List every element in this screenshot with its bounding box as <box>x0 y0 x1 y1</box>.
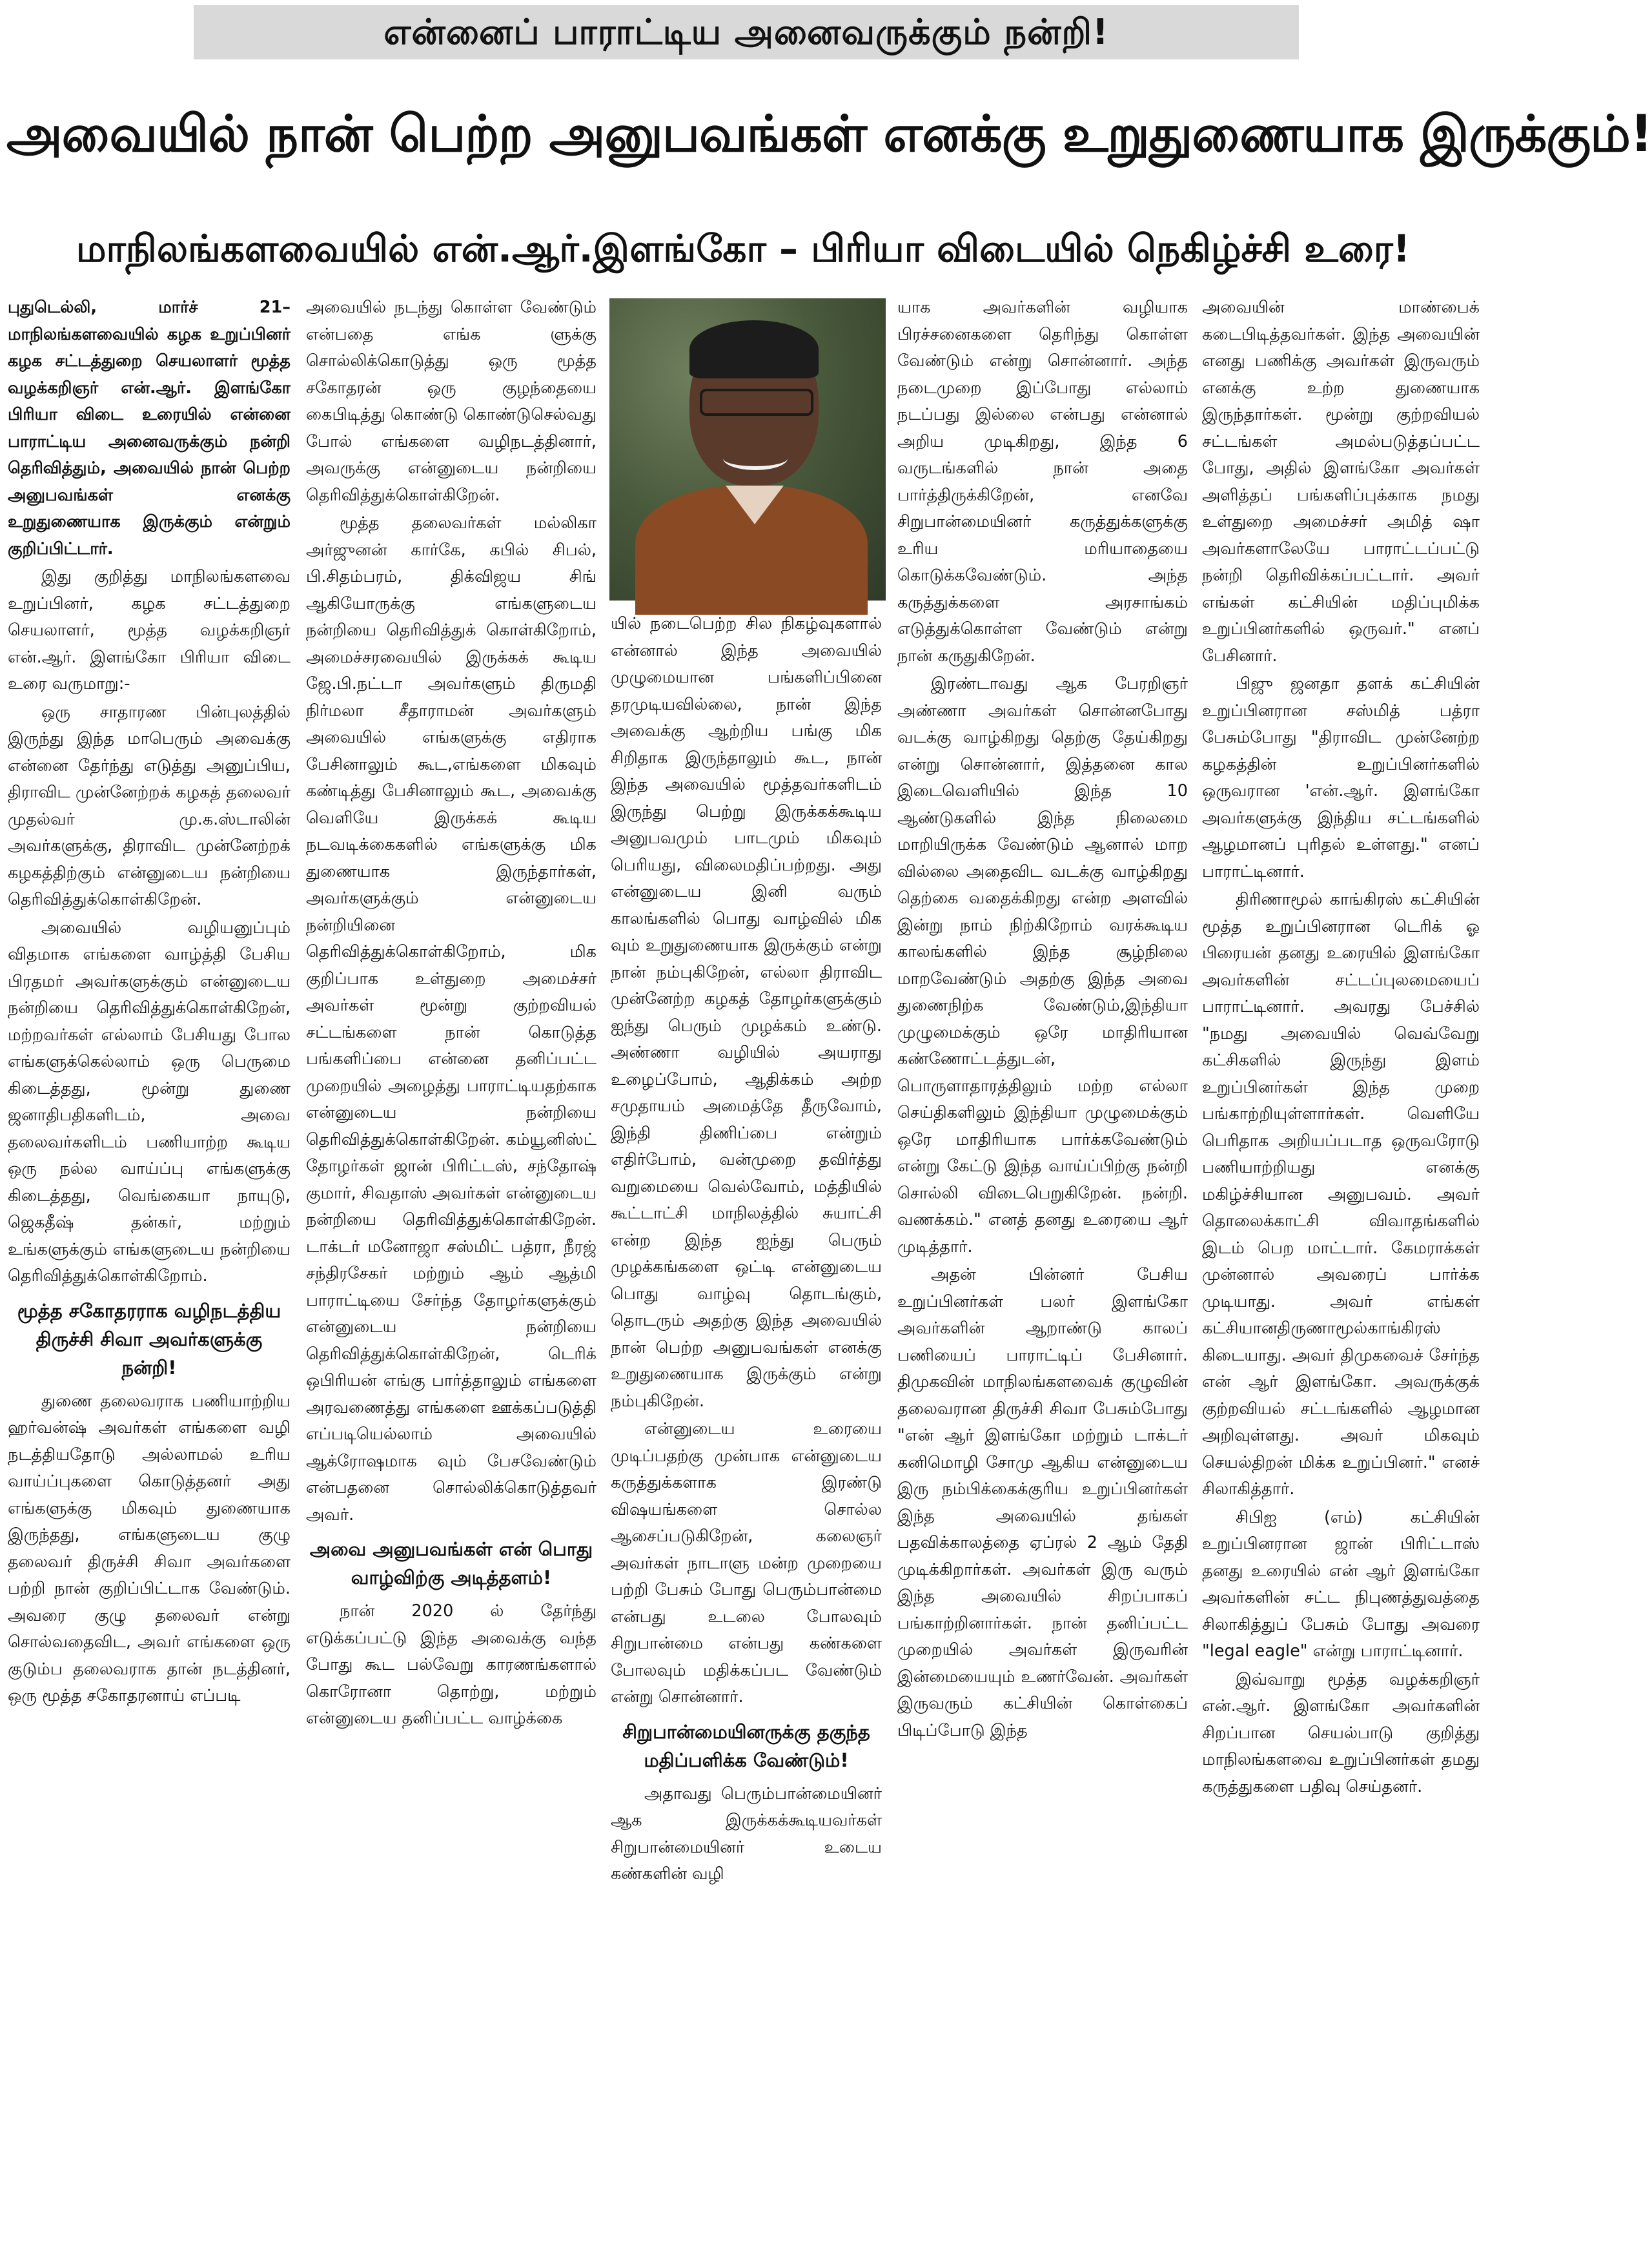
article-paragraph: துணை தலைவராக பணியாற்றிய ஹர்வன்ஷ் அவர்கள் எங்களை வழி நடத்தியதோடு அல்லாமல் உரிய வாய்ப்புகளை கொடுத்தனர் அது எங்களுக்கு மிகவும் துணையாக இருந்தது, எங்களுடைய குழு தலைவர் திருச்சி சிவா அவர்களை பற்றி நான் குறிப்பிட்டாக வேண்டும். அவரை குழு தலைவர் என்று சொல்வதைவிட, அவர் எங்களை ஒரு குடும்ப தலைவராக தான் நடத்தினர், ஒரு மூத்த சகோதரனாய் எப்படி <box>8 1391 291 1705</box>
subheadline: மாநிலங்களவையில் என்.ஆர்.இளங்கோ – பிரியா விடையில் நெகிழ்ச்சி உரை! <box>76 227 1411 271</box>
article-paragraph: பிஜு ஜனதா தளக் கட்சியின் உறுப்பினரான சஸ்மித் பத்ரா பேசும்போது "திராவிட முன்னேற்ற கழகத்தின் உறுப்பினர்களில் ஒருவரான 'என்.ஆர். இளங்கோ அவர்களுக்கு இந்திய சட்டங்களில் ஆழமானப் புரிதல் உள்ளது." எனப் பாராட்டினார். <box>1202 674 1480 881</box>
kicker-banner: என்னைப் பாராட்டிய அனைவருக்கும் நன்றி! <box>194 5 1299 59</box>
section-heading: சிறுபான்மையினருக்கு தகுந்த மதிப்பளிக்க வேண்டும்! <box>622 1720 870 1771</box>
article-column-2 <box>306 294 597 2245</box>
headline: அவையில் நான் பெற்ற அனுபவங்கள் எனக்கு உறுதுணையாக இருக்கும்! <box>6 105 1652 163</box>
article-column-5 <box>1202 294 1480 2245</box>
hair-shape <box>689 320 819 378</box>
article-paragraph: இவ்வாறு மூத்த வழக்கறிஞர் என்.ஆர். இளங்கோ அவர்களின் சிறப்பான செயல்பாடு குறித்து மாநிலங்களவை உறுப்பினர்கள் தமது கருத்துகளை பதிவு செய்தனர். <box>1202 1669 1480 1796</box>
article-paragraph: அவையில் நடந்து கொள்ள வேண்டும் என்பதை எங்க ளுக்கு சொல்லிக்கொடுத்து ஒரு மூத்த சகோதரன் ஒரு குழந்தையை கைபிடித்து கொண்டு கொண்டுசெல்வது போல் எங்களை வழிநடத்தினார், அவருக்கு என்னுடைய நன்றியை தெரிவித்துக்கொள்கிறேன். <box>306 298 597 505</box>
article-paragraph: திரிணாமூல் காங்கிரஸ் கட்சியின் மூத்த உறுப்பினரான டெரிக் ஓ பிரையன் தனது உரையில் இளங்கோ அவர்களின் சட்டப்புலமையைப் பாராட்டினார். அவரது பேச்சில் "நமது அவையில் வெவ்வேறு கட்சிகளில் இருந்து இளம் உறுப்பினர்கள் இந்த முறை பங்காற்றியுள்ளார்கள். வெளியே பெரிதாக அறியப்படாத ஒருவரோடு பணியாற்றியது எனக்கு மகிழ்ச்சியான அனுபவம். அவர் தொலைக்காட்சி விவாதங்களில் இடம் பெற மாட்டார். கேமராக்கள் முன்னால் அவரைப் பார்க்க முடியாது. அவர் எங்கள் கட்சியானதிருணாமூல்காங்கிரஸ் கிடையாது. அவர் திமுகவைச் சேர்ந்த என் ஆர் இளங்கோ. அவருக்குக் குற்றவியல் சட்டங்களில் ஆழமான அறிவுள்ளது. அவர் மிகவும் செயல்திறன் மிக்க உறுப்பினர்." எனச் சிலாகித்தார். <box>1202 890 1480 1499</box>
article-paragraph: என்னுடைய உரையை முடிப்பதற்கு முன்பாக என்னுடைய கருத்துக்களாக இரண்டு விஷயங்களை சொல்ல ஆசைப்படுகிறேன், கலைஞர் அவர்கள் நாடாளு மன்ற முறையை பற்றி பேசும் போது பெரும்பான்மை என்பது உடலை போலவும் சிறுபான்மை என்பது கண்களை போலவும் மதிக்கப்பட வேண்டும் என்று சொன்னார். <box>611 1419 882 1707</box>
portrait-photo <box>609 298 886 601</box>
article-paragraph: அதாவது பெரும்பான்மையினர் ஆக இருக்கக்கூடியவர்கள் சிறுபான்மையினர் உடைய கண்களின் வழி <box>611 1783 882 1884</box>
article-paragraph: இரண்டாவது ஆக பேரறிஞர் அண்ணா அவர்கள் சொன்னபோது வடக்கு வாழ்கிறது தெற்கு தேய்கிறது என்று சொன்னார், இத்தனை கால இடைவெளியில் இந்த 10 ஆண்டுகளில் இந்த நிலைமை மாறியிருக்க வேண்டும் ஆனால் மாற வில்லை அதைவிட வடக்கு வாழ்கிறது தெற்கை வதைக்கிறது என்ற அளவில் இன்று நாம் நிற்கிறோம் வரக்கூடிய காலங்களில் இந்த சூழ்நிலை மாறவேண்டும் அதற்கு இந்த அவை துணைநிற்க வேண்டும்,இந்தியா முழுமைக்கும் ஒரே மாதிரியான கண்ணோட்டத்துடன், பொருளாதாரத்திலும் மற்ற எல்லா செய்திகளிலும் இந்தியா முழுமைக்கும் ஒரே மாதிரியாக பார்க்கவேண்டும் என்று கேட்டு இந்த வாய்ப்பிற்கு நன்றி சொல்லி விடைபெறுகிறேன். நன்றி. வணக்கம்." எனத் தனது உரையை ஆர் முடித்தார். <box>897 674 1188 1257</box>
article-paragraph: நான் 2020 ல் தேர்ந்து எடுக்கப்பட்டு இந்த அவைக்கு வந்த போது கூட பல்வேறு காரணங்களால் கொரோனா தொற்று, மற்றும் என்னுடைய தனிப்பட்ட வாழ்க்கை <box>306 1601 597 1728</box>
article-column-4 <box>897 294 1188 2245</box>
article-column-3 <box>611 611 882 2245</box>
article-paragraph: மூத்த தலைவர்கள் மல்லிகா அர்ஜுனன் கார்கே, கபில் சிபல், பி.சிதம்பரம், திக்விஜய சிங் ஆகியோருக்கு எங்களுடைய நன்றியை தெரிவித்துக் கொள்கிறோம், அமைச்சரவையில் இருக்கக் கூடிய ஜே.பி.நட்டா அவர்களும் திருமதி நிர்மலா சீதாராமன் அவர்களும் அவையில் எங்களுக்கு எதிராக பேசினாலும் கூட,எங்களை மிகவும் கண்டித்து பேசினாலும் கூட, அவைக்கு வெளியே இருக்கக் கூடிய நடவடிக்கைகளில் எங்களுக்கு மிக துணையாக இருந்தார்கள், அவர்களுக்கும் என்னுடைய நன்றியினை தெரிவித்துக்கொள்கிறோம், மிக குறிப்பாக உள்துறை அமைச்சர் அவர்கள் மூன்று குற்றவியல் சட்டங்களை நான் கொடுத்த பங்களிப்பை என்னை தனிப்பட்ட முறையில் அழைத்து பாராட்டியதற்காக என்னுடைய நன்றியை தெரிவித்துக்கொள்கிறேன். கம்யூனிஸ்ட் தோழர்கள் ஜான் பிரிட்டஸ், சந்தோஷ் குமார், சிவதாஸ் அவர்கள் என்னுடைய நன்றியை தெரிவித்துக்கொள்கிறேன். டாக்டர் மனோஜா சஸ்மிட் பத்ரா, நீரஜ் சந்திரசேகர் மற்றும் ஆம் ஆத்மி பாராட்டியை சேர்ந்த தோழர்களுக்கும் என்னுடைய நன்றியை தெரிவித்துக்கொள்கிறேன், டெரிக் ஒபிரியன் எங்கு பார்த்தாலும் எங்களை அரவணைத்து எங்களை ஊக்கப்படுத்தி எப்படியெல்லாம் அவையில் ஆக்ரோஷமாக வும் பேசவேண்டும் என்பதனை சொல்லிக்கொடுத்தவர் அவர். <box>306 513 597 1525</box>
article-paragraph: யில் நடைபெற்ற சில நிகழ்வுகளால் என்னால் இந்த அவையில் முழுமையான பங்களிப்பினை தரமுடியவில்லை, நான் இந்த அவைக்கு ஆற்றிய பங்கு மிக சிறிதாக இருந்தாலும் கூட, நான் இந்த அவையில் மூத்தவர்களிடம் இருந்து பெற்று இருக்கக்கூடிய அனுபவமும் பாடமும் மிகவும் பெரியது, விலைமதிப்பற்றது. அது என்னுடைய இனி வரும் காலங்களில் பொது வாழ்வில் மிக வும் உறுதுணையாக இருக்கும் என்று நான் நம்புகிறேன், எல்லா திராவிட முன்னேற்ற கழகத் தோழர்களுக்கும் ஐந்து பெரும் முழக்கம் உண்டு. அண்ணா வழியில் அயராது உழைப்போம், ஆதிக்கம் அற்ற சமுதாயம் அமைத்தே தீருவோம், இந்தி திணிப்பை என்றும் எதிர்போம், வன்முறை தவிர்த்து வறுமையை வெல்வோம், மத்தியில் கூட்டாட்சி மாநிலத்தில் சுயாட்சி என்ற இந்த ஐந்து பெரும் முழக்கங்களை ஒட்டி என்னுடைய பொது வாழ்வு தொடங்கும், தொடரும் அதற்கு இந்த அவையில் நான் பெற்ற அனுபவங்கள் எனக்கு உறுதுணையாக இருக்கும் என்று நம்புகிறேன். <box>611 614 882 1411</box>
article-paragraph: அவையில் வழியனுப்பும் விதமாக எங்களை வாழ்த்தி பேசிய பிரதமர் அவர்களுக்கும் என்னுடைய நன்றியை தெரிவித்துக்கொள்கிறேன், மற்றவர்கள் எல்லாம் பேசியது போல எங்களுக்கெல்லாம் ஒரு பெருமை கிடைத்தது, மூன்று துணை ஜனாதிபதிகளிடம், அவை தலைவர்களிடம் பணியாற்ற கூடிய ஒரு நல்ல வாய்ப்பு எங்களுக்கு கிடைத்தது, வெங்கையா நாயுடு, ஜெகதீஷ் தன்கர், மற்றும் உங்களுக்கும் எங்களுடைய நன்றியை தெரிவித்துக்கொள்கிறோம். <box>8 918 291 1286</box>
section-heading: மூத்த சகோதரராக வழிநடத்திய திருச்சி சிவா அவர்களுக்கு நன்றி! <box>17 1299 281 1379</box>
article-paragraph: ஒரு சாதாரண பின்புலத்தில் இருந்து இந்த மாபெரும் அவைக்கு என்னை தேர்ந்து எடுத்து அனுப்பிய, திராவிட முன்னேற்றக் கழகத் தலைவர் முதல்வர் மு.க.ஸ்டாலின் அவர்களுக்கு, திராவிட முன்னேற்றக் கழகத்திற்கும் என்னுடைய நன்றியை தெரிவித்துக்கொள்கிறேன். <box>8 702 291 909</box>
article-paragraph: இது குறித்து மாநிலங்களவை உறுப்பினர், கழக சட்டத்துறை செயலாளர், மூத்த வழக்கறிஞர் என்.ஆர். இளங்கோ பிரியா விடை உரை வருமாறு:- <box>8 567 291 694</box>
article-paragraph: சிபிஐ (எம்) கட்சியின் உறுப்பினரான ஜான் பிரிட்டாஸ் தனது உரையில் என் ஆர் இளங்கோ அவர்களின் சட்ட நிபுணத்துவத்தை சிலாகித்துப் பேசும் போது அவரை "legal eagle" என்று பாராட்டினார். <box>1202 1507 1480 1661</box>
article-lead: புதுடெல்லி, மார்ச் 21– மாநிலங்களவையில் கழக உறுப்பினர் கழக சட்டத்துறை செயலாளர் மூத்த வழக்கறிஞர் என்.ஆர். இளங்கோ பிரியா விடை உரையில் என்னை பாராட்டிய அனைவருக்கும் நன்றி தெரிவித்தும், அவையில் நான் பெற்ற அனுபவங்கள் எனக்கு உறுதுணையாக இருக்கும் என்றும் குறிப்பிட்டார். <box>8 298 291 559</box>
article-paragraph: அதன் பின்னர் பேசிய உறுப்பினர்கள் பலர் இளங்கோ அவர்களின் ஆறாண்டு காலப் பணியைப் பாராட்டிப் பேசினார். திமுகவின் மாநிலங்களவைக் குழுவின் தலைவரான திருச்சி சிவா பேசும்போது "என் ஆர் இளங்கோ மற்றும் டாக்டர் கனிமொழி சோமு ஆகிய என்னுடைய இரு நம்பிக்கைக்குரிய உறுப்பினர்கள் இந்த அவையில் தங்கள் பதவிக்காலத்தை ஏப்ரல் 2 ஆம் தேதி முடிக்கிறார்கள். அவர்கள் இரு வரும் இந்த அவையில் சிறப்பாகப் பங்காற்றினார்கள். நான் தனிப்பட்ட முறையில் அவர்கள் இருவரின் இன்மையையும் உணர்வேன். அவர்கள் இருவரும் கட்சியின் கொள்கைப் பிடிப்போடு இந்த <box>897 1265 1188 1740</box>
article-paragraph: யாக அவர்களின் வழியாக பிரச்சனைகளை தெரிந்து கொள்ள வேண்டும் என்று சொன்னார். அந்த நடைமுறை இப்போது எல்லாம் நடப்பது இல்லை என்பது என்னால் அறிய முடிகிறது, இந்த 6 வருடங்களில் நான் அதை பார்த்திருக்கிறேன், எனவே சிறுபான்மையினர் கருத்துக்களுக்கு உரிய மரியாதையை கொடுக்கவேண்டும். அந்த கருத்துக்களை அரசாங்கம் எடுத்துக்கொள்ள வேண்டும் என்று நான் கருதுகிறேன். <box>897 298 1188 666</box>
article-column-1 <box>8 294 291 2245</box>
section-heading: அவை அனுபவங்கள் என் பொது வாழ்விற்கு அடித்தளம்! <box>309 1538 593 1588</box>
smile-shape <box>723 447 788 470</box>
glasses-shape <box>700 389 813 416</box>
article-paragraph: அவையின் மாண்பைக் கடைபிடித்தவர்கள். இந்த அவையின் எனது பணிக்கு அவர்கள் இருவரும் எனக்கு உற்ற துணையாக இருந்தார்கள். மூன்று குற்றவியல் சட்டங்கள் அமல்படுத்தப்பட்ட போது, அதில் இளங்கோ அவர்கள் அளித்தப் பங்களிப்புக்காக நமது உள்துறை அமைச்சர் அமித் ஷா அவர்களாலேயே பாராட்டப்பட்டு நன்றி தெரிவிக்கப்பட்டார். அவர் எங்கள் கட்சியின் மதிப்புமிக்க உறுப்பினர்களில் ஒருவர்." எனப் பேசினார். <box>1202 298 1480 666</box>
